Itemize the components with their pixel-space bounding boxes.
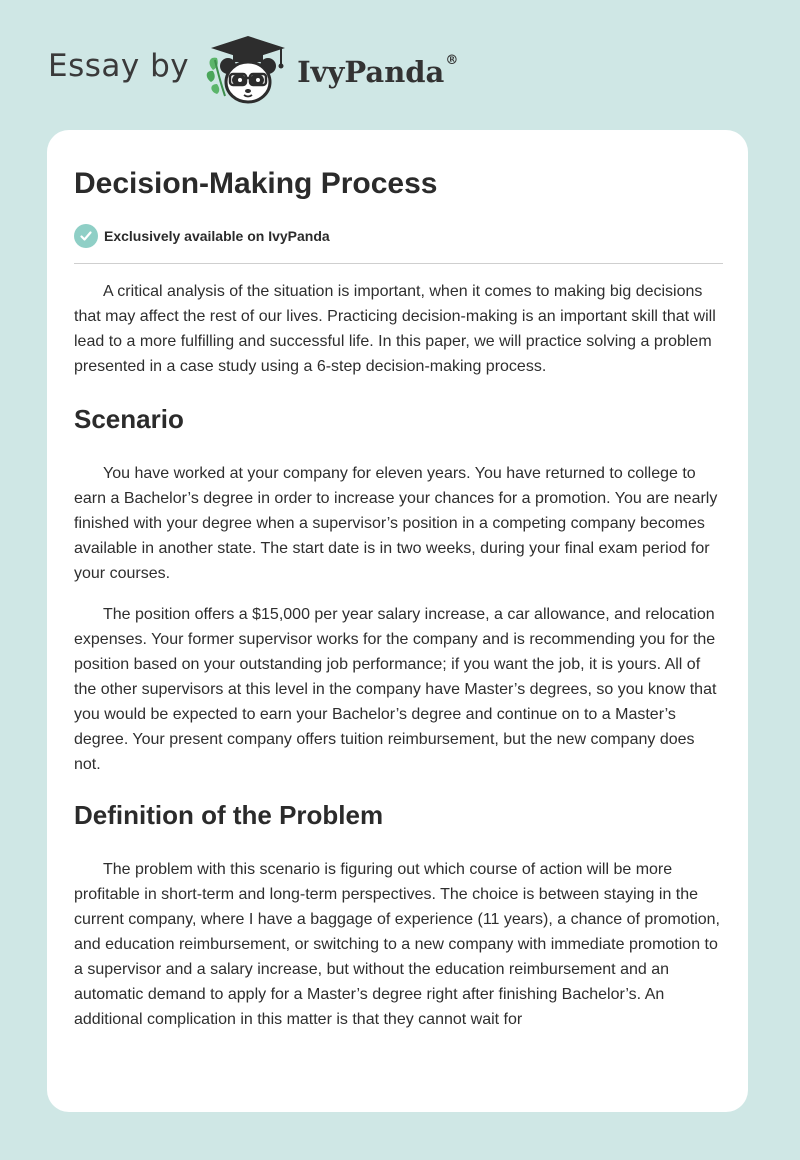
intro-paragraph: A critical analysis of the situation is important, when it comes to making big decisions that may affect the rest of our lives. Practicing decision-making is an important skill that will lead to a more fulfilling and successful life. In this paper, we will practice solving a problem presented in a case study using a 6-step decision-making process. (74, 283, 716, 375)
exclusive-label: Exclusively available on IvyPanda (104, 228, 330, 244)
essay-by-label: Essay by (48, 48, 190, 84)
exclusive-badge (74, 223, 721, 249)
divider (74, 263, 723, 264)
essay-card (47, 130, 748, 1112)
registered-mark: ® (445, 53, 459, 68)
page-title: Decision-Making Process (74, 167, 438, 200)
site-header (48, 30, 458, 110)
check-icon (74, 224, 98, 248)
definition-paragraph-1: The problem with this scenario is figuring out which course of action will be more profitable in short-term and long-term perspectives. The choice is between staying in the current company, where I have a baggage of experience (11 years), a chance of promotion, and education reimbursement, or switching to a new company with immediate promotion to a supervisor and a salary increase, but without the education reimbursement and an automatic demand to apply for a Master’s degree right after finishing Bachelor’s. An additional complication in this matter is that they cannot wait for (74, 861, 720, 1028)
section-heading-definition: Definition of the Problem (74, 800, 384, 830)
scenario-paragraph-1: You have worked at your company for eleven years. You have returned to college to earn a Bachelor’s degree in order to increase your chances for a promotion. You are nearly finished with your degree when a supervisor’s position in a competing company becomes available in another state. The start date is in two weeks, during your final exam period for your courses. (74, 465, 718, 582)
panda-graduate-icon (203, 30, 293, 110)
brand-name[interactable]: IvyPanda® (297, 53, 459, 89)
section-heading-scenario: Scenario (74, 404, 184, 434)
scenario-paragraph-2: The position offers a $15,000 per year salary increase, a car allowance, and relocation expenses. Your former supervisor works for the company and is recommending you for the position based on your outstanding job performance; if you want the job, it is yours. All of the other supervisors at this level in the company have Master’s degrees, so you know that you would be expected to earn your Bachelor’s degree and continue on to a Master’s degree. Your present company offers tuition reimbursement, but the new company does not. (74, 606, 717, 773)
